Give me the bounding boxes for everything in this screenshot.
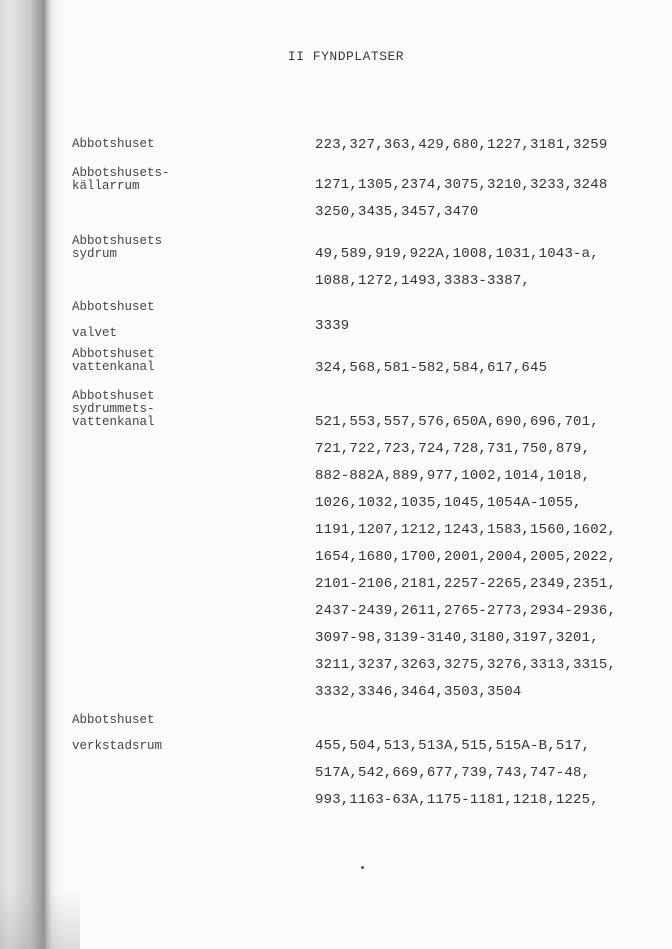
location-label: Abbotshuset vattenkanal: [72, 347, 155, 374]
find-numbers-block: [315, 241, 599, 295]
find-numbers-line: 49,589,919,922A,1008,1031,1043-a,: [315, 246, 599, 262]
find-numbers-line: 521,553,557,576,650A,690,696,701,: [315, 414, 599, 430]
binding-shadow: [0, 889, 80, 949]
location-label: Abbotshusets- källarrum: [72, 166, 170, 193]
find-numbers-block: [315, 409, 616, 706]
find-numbers-line: 517A,542,669,677,739,743,747-48,: [315, 765, 591, 781]
find-numbers-block: [315, 132, 607, 159]
find-numbers-line: 455,504,513,513A,515,515A-B,517,: [315, 738, 591, 754]
find-numbers-line: 1191,1207,1212,1243,1583,1560,1602,: [315, 522, 617, 538]
find-numbers-line: 993,1163-63A,1175-1181,1218,1225,: [315, 792, 599, 808]
find-numbers-line: 2101-2106,2181,2257-2265,2349,2351,: [315, 576, 617, 592]
find-numbers-line: 3332,3346,3464,3503,3504: [315, 684, 522, 700]
location-label: Abbotshuset verkstadsrum: [72, 713, 163, 753]
find-numbers-line: 721,722,723,724,728,731,750,879,: [315, 441, 591, 457]
page-heading: II FYNDPLATSER: [287, 49, 405, 64]
ink-speck: [361, 866, 364, 869]
find-numbers-line: 2437-2439,2611,2765-2773,2934-2936,: [315, 603, 617, 619]
location-label: Abbotshuset valvet: [72, 300, 155, 340]
location-label: Abbotshuset sydrummets- vattenkanal: [72, 389, 155, 429]
find-numbers-line: 882-882A,889,977,1002,1014,1018,: [315, 468, 591, 484]
location-label: Abbotshusets sydrum: [72, 234, 163, 261]
find-numbers-block: [315, 355, 547, 382]
find-numbers-block: [315, 313, 349, 340]
find-numbers-line: 3339: [315, 318, 350, 334]
find-numbers-line: 1026,1032,1035,1045,1054A-1055,: [315, 495, 582, 511]
binding-edge: [0, 0, 66, 949]
find-numbers-block: [315, 172, 607, 226]
find-numbers-line: 223,327,363,429,680,1227,3181,3259: [315, 137, 608, 153]
find-numbers-line: 1271,1305,2374,3075,3210,3233,3248: [315, 177, 608, 193]
find-numbers-line: 1088,1272,1493,3383-3387,: [315, 273, 531, 289]
find-numbers-line: 3250,3435,3457,3470: [315, 204, 479, 220]
location-label: Abbotshuset: [72, 137, 155, 151]
find-numbers-line: 3097-98,3139-3140,3180,3197,3201,: [315, 630, 599, 646]
find-numbers-line: 324,568,581-582,584,617,645: [315, 360, 548, 376]
find-numbers-block: [315, 733, 599, 814]
find-numbers-line: 3211,3237,3263,3275,3276,3313,3315,: [315, 657, 617, 673]
find-numbers-line: 1654,1680,1700,2001,2004,2005,2022,: [315, 549, 617, 565]
